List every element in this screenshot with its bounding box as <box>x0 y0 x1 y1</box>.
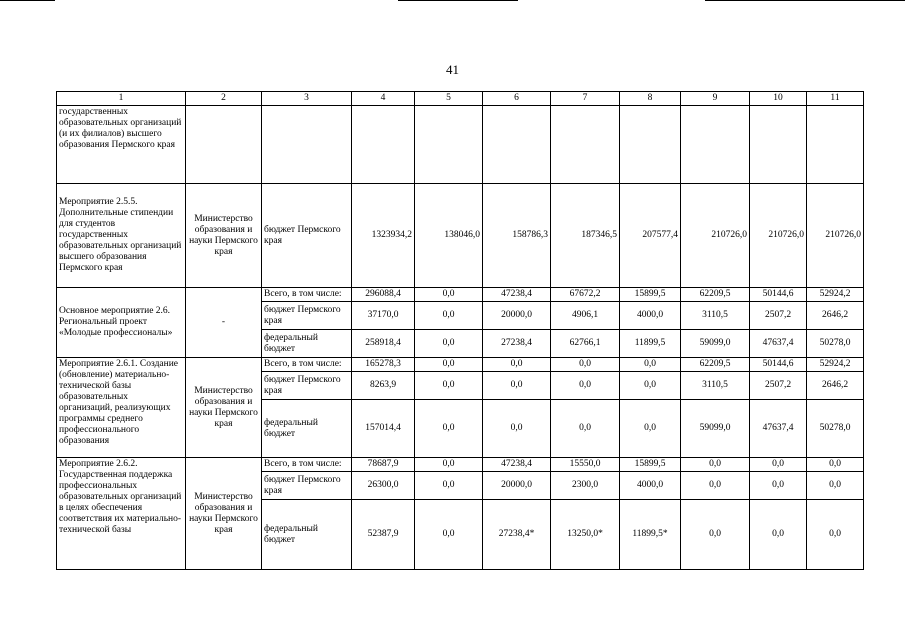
value-cell: 0,0 <box>750 472 807 500</box>
table-row <box>57 288 864 302</box>
value-cell: 2646,2 <box>807 302 864 330</box>
value-cell: 15899,5 <box>620 288 681 302</box>
value-cell: 0,0 <box>620 358 681 372</box>
value-cell: 3110,5 <box>681 372 750 400</box>
table-row <box>57 358 864 372</box>
value-cell: 0,0 <box>415 372 483 400</box>
value-cell: 37170,0 <box>352 302 415 330</box>
value-cell: 8263,9 <box>352 372 415 400</box>
value-cell: 0,0 <box>681 458 750 472</box>
value-cell: 157014,4 <box>352 400 415 458</box>
value-cell: 0,0 <box>620 372 681 400</box>
value-cell: 4906,1 <box>551 302 620 330</box>
value-cell: 0,0 <box>750 458 807 472</box>
value-cell: 0,0 <box>807 458 864 472</box>
activity-name: Мероприятие 2.6.1. Создание (обновление) материально-технической базы образовательных организаций, реализующих программы среднего профессионального образования <box>57 358 186 458</box>
value-cell: 62209,5 <box>681 358 750 372</box>
value-cell: 59099,0 <box>681 400 750 458</box>
funding-source: федеральный бюджет <box>262 500 352 570</box>
value-cell: 52924,2 <box>807 288 864 302</box>
funding-source: Всего, в том числе: <box>262 288 352 302</box>
value-cell: 2507,2 <box>750 372 807 400</box>
value-cell: 0,0 <box>750 500 807 570</box>
scan-edge-mark-right <box>705 0 905 1</box>
value-cell: 2300,0 <box>551 472 620 500</box>
value-cell: 50144,6 <box>750 288 807 302</box>
value-cell: 296088,4 <box>352 288 415 302</box>
value-cell: 0,0 <box>483 372 551 400</box>
value-cell: 165278,3 <box>352 358 415 372</box>
funding-source: бюджет Пермского края <box>262 184 352 288</box>
column-number: 10 <box>750 92 807 106</box>
scan-edge-mark-left <box>0 0 55 1</box>
value-cell: 47238,4 <box>483 288 551 302</box>
scan-edge-mark-center <box>398 0 518 1</box>
funding-source: федеральный бюджет <box>262 330 352 358</box>
page-number: 41 <box>446 62 459 77</box>
value-cell: 62766,1 <box>551 330 620 358</box>
value-cell: 3110,5 <box>681 302 750 330</box>
value-cell: 0,0 <box>681 472 750 500</box>
value-cell: 0,0 <box>551 358 620 372</box>
value-cell: 20000,0 <box>483 302 551 330</box>
value-cell: 0,0 <box>415 330 483 358</box>
funding-source: Всего, в том числе: <box>262 458 352 472</box>
column-number: 11 <box>807 92 864 106</box>
activity-name: Мероприятие 2.6.2. Государственная поддержка профессиональных образовательных организаций в целях обеспечения соответствия их материально-технической базы <box>57 458 186 570</box>
value-cell: 0,0 <box>681 500 750 570</box>
value-cell: 0,0 <box>415 288 483 302</box>
value-cell: 2646,2 <box>807 372 864 400</box>
value-cell: 4000,0 <box>620 472 681 500</box>
executor: Министерство образования и науки Пермского края <box>186 458 262 570</box>
value-cell: 187346,5 <box>551 184 620 288</box>
value-cell: 210726,0 <box>750 184 807 288</box>
value-cell: 50278,0 <box>807 330 864 358</box>
column-number: 6 <box>483 92 551 106</box>
value-cell: 210726,0 <box>807 184 864 288</box>
funding-source: бюджет Пермского края <box>262 302 352 330</box>
value-cell: 0,0 <box>483 400 551 458</box>
value-cell: 0,0 <box>415 458 483 472</box>
funding-source: бюджет Пермского края <box>262 472 352 500</box>
value-cell: 15550,0 <box>551 458 620 472</box>
executor: Министерство образования и науки Пермского края <box>186 358 262 458</box>
value-cell: 47637,4 <box>750 330 807 358</box>
value-cell: 0,0 <box>415 500 483 570</box>
value-cell: 0,0 <box>415 472 483 500</box>
table-row <box>57 184 864 288</box>
value-cell: 0,0 <box>807 472 864 500</box>
table-row <box>57 106 864 184</box>
funding-source: федеральный бюджет <box>262 400 352 458</box>
value-cell: 27238,4 <box>483 330 551 358</box>
value-cell: 20000,0 <box>483 472 551 500</box>
table-row <box>57 458 864 472</box>
executor: Министерство образования и науки Пермского края <box>186 184 262 288</box>
column-number: 2 <box>186 92 262 106</box>
activity-name: Мероприятие 2.5.5. Дополнительные стипендии для студентов государственных образовательных организаций высшего образования Пермского края <box>57 184 186 288</box>
value-cell: 0,0 <box>415 302 483 330</box>
value-cell: 67672,2 <box>551 288 620 302</box>
value-cell: 0,0 <box>415 358 483 372</box>
value-cell: 0,0 <box>415 400 483 458</box>
funding-source: Всего, в том числе: <box>262 358 352 372</box>
value-cell: 0,0 <box>483 358 551 372</box>
value-cell: 50278,0 <box>807 400 864 458</box>
column-number: 7 <box>551 92 620 106</box>
value-cell: 11899,5 <box>620 330 681 358</box>
column-number: 1 <box>57 92 186 106</box>
value-cell: 15899,5 <box>620 458 681 472</box>
value-cell: 47637,4 <box>750 400 807 458</box>
value-cell: 1323934,2 <box>352 184 415 288</box>
value-cell: 0,0 <box>551 372 620 400</box>
column-numbers-row <box>57 92 864 106</box>
budget-table <box>56 91 864 570</box>
value-cell: 158786,3 <box>483 184 551 288</box>
value-cell: 138046,0 <box>415 184 483 288</box>
value-cell: 26300,0 <box>352 472 415 500</box>
value-cell: 258918,4 <box>352 330 415 358</box>
value-cell: 0,0 <box>551 400 620 458</box>
funding-source: бюджет Пермского края <box>262 372 352 400</box>
value-cell: 0,0 <box>807 500 864 570</box>
activity-name: Основное мероприятие 2.6. Региональный проект «Молодые профессионалы» <box>57 288 186 358</box>
value-cell: 52924,2 <box>807 358 864 372</box>
value-cell: 210726,0 <box>681 184 750 288</box>
value-cell: 207577,4 <box>620 184 681 288</box>
column-number: 5 <box>415 92 483 106</box>
value-cell: 52387,9 <box>352 500 415 570</box>
value-cell: 59099,0 <box>681 330 750 358</box>
column-number: 3 <box>262 92 352 106</box>
activity-name: государственных образовательных организаций (и их филиалов) высшего образования Пермского края <box>57 106 186 184</box>
value-cell: 11899,5* <box>620 500 681 570</box>
value-cell: 4000,0 <box>620 302 681 330</box>
column-number: 9 <box>681 92 750 106</box>
value-cell: 62209,5 <box>681 288 750 302</box>
column-number: 4 <box>352 92 415 106</box>
value-cell: 78687,9 <box>352 458 415 472</box>
value-cell: 27238,4* <box>483 500 551 570</box>
value-cell: 2507,2 <box>750 302 807 330</box>
value-cell: 13250,0* <box>551 500 620 570</box>
column-number: 8 <box>620 92 681 106</box>
value-cell: 0,0 <box>620 400 681 458</box>
value-cell: 50144,6 <box>750 358 807 372</box>
value-cell: 47238,4 <box>483 458 551 472</box>
executor: - <box>186 288 262 358</box>
